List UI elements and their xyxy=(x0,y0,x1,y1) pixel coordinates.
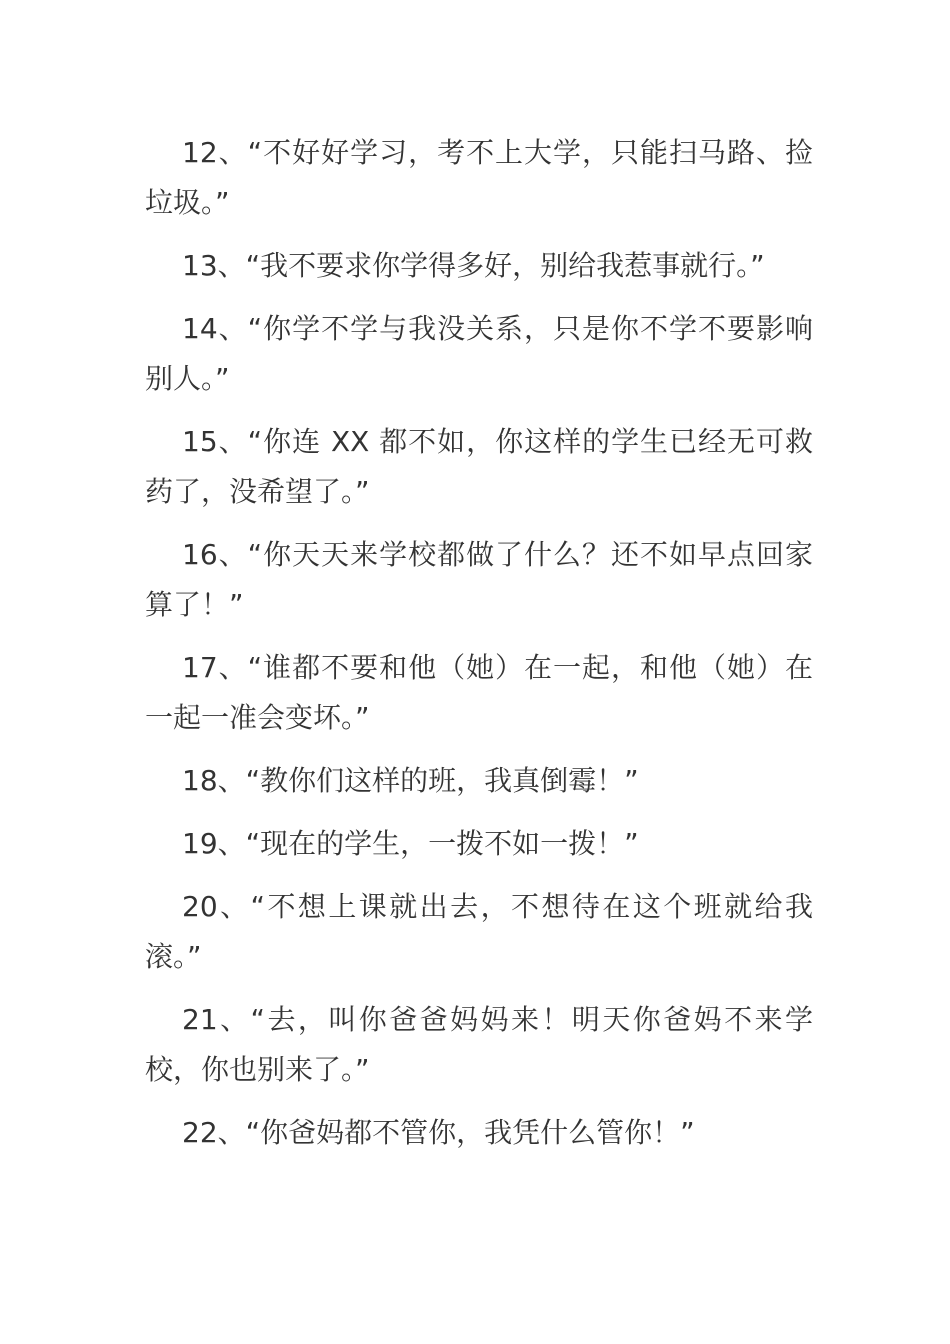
paragraph-16: 16、“你天天来学校都做了什么？还不如早点回家算了！” xyxy=(145,538,813,621)
paragraph-21: 21、“去，叫你爸爸妈妈来！明天你爸妈不来学校，你也别来了。” xyxy=(145,1003,813,1086)
paragraph-17: 17、“谁都不要和他（她）在一起，和他（她）在一起一准会变坏。” xyxy=(145,651,813,734)
paragraph-22: 22、“你爸妈都不管你，我凭什么管你！” xyxy=(182,1116,695,1149)
paragraph-14: 14、“你学不学与我没关系，只是你不学不要影响别人。” xyxy=(145,312,813,395)
paragraph-19: 19、“现在的学生，一拨不如一拨！” xyxy=(182,827,639,860)
document-body xyxy=(145,128,813,1171)
paragraph-13: 13、“我不要求你学得多好，别给我惹事就行。” xyxy=(182,249,765,282)
paragraph-18: 18、“教你们这样的班，我真倒霉！” xyxy=(182,764,639,797)
paragraph-15: 15、“你连 XX 都不如，你这样的学生已经无可救药了，没希望了。” xyxy=(145,425,813,508)
paragraph-20: 20、“不想上课就出去，不想待在这个班就给我滚。” xyxy=(145,890,813,973)
paragraph-12: 12、“不好好学习，考不上大学，只能扫马路、捡垃圾。” xyxy=(145,136,813,219)
